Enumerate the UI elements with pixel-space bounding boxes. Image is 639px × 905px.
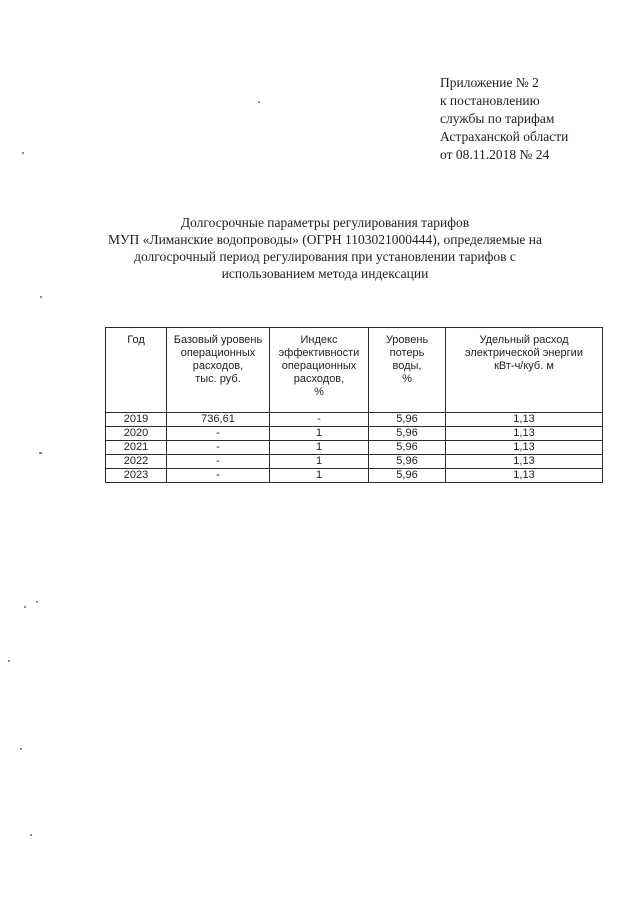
header-power-line: электрической энергии — [465, 347, 583, 359]
cell-year: 2022 — [106, 455, 167, 469]
header-efficiency-index — [270, 328, 369, 413]
cell-year: 2021 — [106, 441, 167, 455]
scan-speck — [20, 748, 22, 750]
title-line-3: долгосрочный период регулирования при установлении тарифов с — [134, 249, 516, 264]
table-row — [106, 469, 603, 483]
cell-year: 2023 — [106, 469, 167, 483]
header-loss-line: воды, — [392, 360, 422, 372]
cell-power: 1,13 — [446, 413, 603, 427]
cell-base: - — [167, 441, 270, 455]
table-row — [106, 441, 603, 455]
table-row — [106, 427, 603, 441]
cell-power: 1,13 — [446, 469, 603, 483]
scan-speck — [30, 834, 32, 836]
header-index-line: расходов, — [293, 373, 345, 385]
table-row — [106, 455, 603, 469]
header-base-line: Базовый уровень — [173, 334, 263, 346]
header-index-line: эффективности — [278, 347, 360, 359]
cell-loss: 5,96 — [369, 469, 446, 483]
cell-loss: 5,96 — [369, 413, 446, 427]
cell-base: - — [167, 455, 270, 469]
parameters-table — [105, 327, 603, 483]
scan-speck — [22, 152, 24, 154]
scan-speck — [8, 660, 10, 662]
cell-loss: 5,96 — [369, 427, 446, 441]
cell-index: 1 — [270, 455, 369, 469]
header-index-line: Индекс — [300, 334, 338, 346]
cell-index: 1 — [270, 427, 369, 441]
title-line-4: использованием метода индексации — [221, 266, 429, 281]
title-line-2: МУП «Лиманские водопроводы» (ОГРН 1103021000444), определяемые на — [107, 232, 543, 247]
header-base-line: расходов, — [192, 360, 244, 372]
header-power-line: кВт-ч/куб. м — [494, 360, 554, 372]
appendix-line-1: Приложение № 2 — [440, 75, 539, 90]
cell-power: 1,13 — [446, 427, 603, 441]
header-power-consumption — [446, 328, 603, 413]
header-water-loss — [369, 328, 446, 413]
cell-base: 736,61 — [167, 413, 270, 427]
cell-index: 1 — [270, 441, 369, 455]
appendix-line-2: к постановлению — [440, 93, 540, 108]
header-year-line: Год — [127, 334, 145, 346]
header-loss-line: потерь — [389, 347, 425, 359]
appendix-line-3: службы по тарифам — [440, 111, 555, 126]
cell-base: - — [167, 427, 270, 441]
table-row — [106, 413, 603, 427]
table-header-row — [106, 328, 603, 413]
header-base-line: тыс. руб. — [195, 373, 241, 385]
scan-speck — [40, 296, 42, 298]
header-base-line: операционных — [180, 347, 256, 359]
appendix-line-4: Астраханской области — [440, 129, 569, 144]
header-index-line: операционных — [281, 360, 357, 372]
appendix-header — [440, 74, 568, 164]
appendix-line-5: от 08.11.2018 № 24 — [440, 147, 550, 162]
scan-speck — [24, 606, 26, 608]
cell-year: 2019 — [106, 413, 167, 427]
scan-speck — [36, 601, 38, 603]
scan-speck — [258, 101, 260, 103]
scan-speck — [39, 452, 42, 454]
cell-power: 1,13 — [446, 441, 603, 455]
cell-index: - — [270, 413, 369, 427]
cell-base: - — [167, 469, 270, 483]
title-line-1: Долгосрочные параметры регулирования тарифов — [180, 215, 470, 230]
header-loss-line: Уровень — [385, 334, 429, 346]
document-title — [90, 214, 560, 282]
cell-index: 1 — [270, 469, 369, 483]
cell-loss: 5,96 — [369, 455, 446, 469]
header-year — [106, 328, 167, 413]
header-loss-line: % — [402, 373, 412, 385]
header-index-line: % — [314, 386, 324, 398]
header-base-expenses — [167, 328, 270, 413]
cell-year: 2020 — [106, 427, 167, 441]
cell-power: 1,13 — [446, 455, 603, 469]
cell-loss: 5,96 — [369, 441, 446, 455]
header-power-line: Удельный расход — [479, 334, 569, 346]
